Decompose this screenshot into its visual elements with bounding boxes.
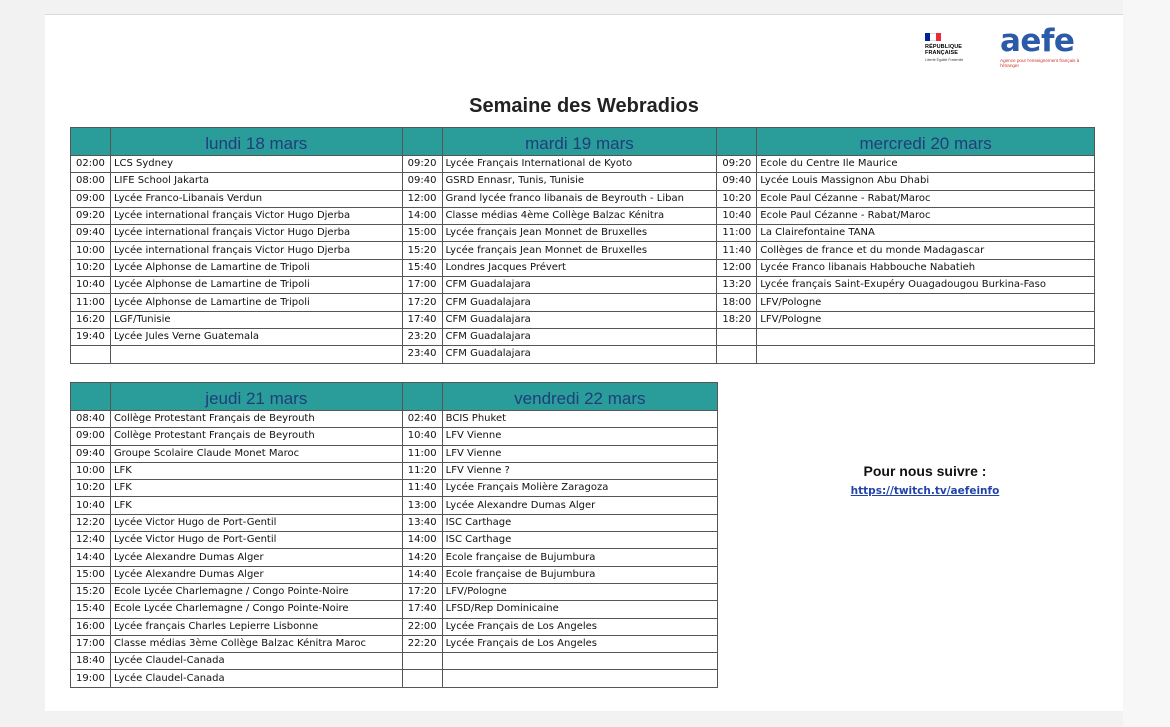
table-row [71, 445, 718, 462]
school-cell: Lycée Victor Hugo de Port-Gentil [110, 514, 402, 531]
document-page [45, 14, 1123, 711]
table-row [71, 532, 718, 549]
table-row [71, 242, 1095, 259]
school-cell: Ecole Paul Cézanne - Rabat/Maroc [757, 207, 1095, 224]
time-cell: 18:40 [71, 653, 111, 670]
time-header-cell [402, 383, 442, 411]
school-cell: LGF/Tunisie [110, 311, 402, 328]
aefe-logo-subtitle: Agence pour l'enseignement français à l'étranger [1000, 58, 1080, 69]
school-cell: Lycée Alphonse de Lamartine de Tripoli [110, 277, 402, 294]
table-row [71, 566, 718, 583]
school-cell: Ecole française de Bujumbura [442, 549, 717, 566]
time-cell: 16:00 [71, 618, 111, 635]
time-cell: 10:20 [717, 190, 757, 207]
school-cell: CFM Guadalajara [442, 346, 717, 363]
time-cell: 15:20 [71, 583, 111, 600]
time-cell: 12:00 [717, 259, 757, 276]
time-cell: 09:20 [71, 207, 111, 224]
time-cell: 22:00 [402, 618, 442, 635]
school-cell: Collège Protestant Français de Beyrouth [110, 428, 402, 445]
day-header-friday: vendredi 22 mars [442, 383, 717, 411]
day-header-tuesday: mardi 19 mars [442, 128, 717, 156]
time-cell: 09:00 [71, 190, 111, 207]
table-row [71, 428, 718, 445]
time-cell: 15:00 [71, 566, 111, 583]
school-cell: Lycée Alexandre Dumas Alger [110, 549, 402, 566]
school-cell [442, 653, 717, 670]
school-cell: Collèges de france et du monde Madagascar [757, 242, 1095, 259]
school-cell: Lycée Franco-Libanais Verdun [110, 190, 402, 207]
school-cell: Lycée français Jean Monnet de Bruxelles [442, 225, 717, 242]
time-cell: 14:40 [71, 549, 111, 566]
school-cell: Londres Jacques Prévert [442, 259, 717, 276]
time-cell: 10:00 [71, 242, 111, 259]
time-cell: 15:20 [402, 242, 442, 259]
time-cell: 12:40 [71, 532, 111, 549]
time-cell: 10:40 [71, 497, 111, 514]
school-cell: Lycée Claudel-Canada [110, 653, 402, 670]
aefe-logo [1000, 25, 1090, 95]
school-cell: Groupe Scolaire Claude Monet Maroc [110, 445, 402, 462]
table-row [71, 462, 718, 479]
school-cell: GSRD Ennasr, Tunis, Tunisie [442, 173, 717, 190]
time-cell: 11:40 [402, 480, 442, 497]
school-cell: LIFE School Jakarta [110, 173, 402, 190]
school-cell: Classe médias 3ème Collège Balzac Kénitra Maroc [110, 635, 402, 652]
table-row [71, 311, 1095, 328]
school-cell: Lycée Claudel-Canada [110, 670, 402, 687]
side-margin [1123, 0, 1170, 727]
time-cell: 23:20 [402, 328, 442, 345]
time-cell: 10:20 [71, 259, 111, 276]
time-header-cell [71, 128, 111, 156]
school-cell [110, 346, 402, 363]
school-cell: LFV/Pologne [757, 294, 1095, 311]
table-header-row [71, 383, 718, 411]
time-cell: 14:00 [402, 532, 442, 549]
table-row [71, 190, 1095, 207]
school-cell: Lycée Alexandre Dumas Alger [442, 497, 717, 514]
day-header-thursday: jeudi 21 mars [110, 383, 402, 411]
table-row [71, 411, 718, 428]
school-cell [757, 328, 1095, 345]
time-cell: 09:40 [402, 173, 442, 190]
school-cell: Ecole Paul Cézanne - Rabat/Maroc [757, 190, 1095, 207]
school-cell: LFV/Pologne [442, 583, 717, 600]
table-header-row [71, 128, 1095, 156]
time-cell: 17:20 [402, 583, 442, 600]
time-cell [402, 670, 442, 687]
table-row [71, 601, 718, 618]
school-cell: CFM Guadalajara [442, 328, 717, 345]
time-cell: 18:00 [717, 294, 757, 311]
school-cell: Lycée Alexandre Dumas Alger [110, 566, 402, 583]
page-title: Semaine des Webradios [469, 95, 699, 117]
table-row [71, 583, 718, 600]
table-row [71, 670, 718, 687]
time-cell: 18:20 [717, 311, 757, 328]
time-cell: 14:40 [402, 566, 442, 583]
time-cell: 15:40 [71, 601, 111, 618]
school-cell: Grand lycée franco libanais de Beyrouth - Liban [442, 190, 717, 207]
table-row [71, 277, 1095, 294]
time-cell: 14:00 [402, 207, 442, 224]
school-cell: Lycée Franco libanais Habbouche Nabatieh [757, 259, 1095, 276]
time-cell: 16:20 [71, 311, 111, 328]
table-row [71, 618, 718, 635]
time-cell: 17:40 [402, 311, 442, 328]
school-cell: Lycée international français Victor Hugo Djerba [110, 225, 402, 242]
table-row [71, 514, 718, 531]
time-cell: 11:00 [717, 225, 757, 242]
follow-us-block [825, 463, 1025, 497]
school-cell: La Clairefontaine TANA [757, 225, 1095, 242]
school-cell: Ecole du Centre Ile Maurice [757, 156, 1095, 173]
school-cell: LFV/Pologne [757, 311, 1095, 328]
table-row [71, 653, 718, 670]
table-row [71, 346, 1095, 363]
school-cell: Lycée Louis Massignon Abu Dhabi [757, 173, 1095, 190]
time-cell [71, 346, 111, 363]
time-cell: 17:20 [402, 294, 442, 311]
time-cell: 10:00 [71, 462, 111, 479]
day-header-wednesday: mercredi 20 mars [757, 128, 1095, 156]
school-cell: Ecole Lycée Charlemagne / Congo Pointe-Noire [110, 583, 402, 600]
school-cell: Lycée Français de Los Angeles [442, 635, 717, 652]
time-header-cell [402, 128, 442, 156]
table-row [71, 497, 718, 514]
time-cell: 09:40 [71, 445, 111, 462]
school-cell: Lycée Alphonse de Lamartine de Tripoli [110, 259, 402, 276]
table-row [71, 549, 718, 566]
table-row [71, 480, 718, 497]
school-cell: LFK [110, 480, 402, 497]
time-cell: 11:40 [717, 242, 757, 259]
time-cell [717, 346, 757, 363]
school-cell: Lycée français Charles Lepierre Lisbonne [110, 618, 402, 635]
school-cell: Lycée Français de Los Angeles [442, 618, 717, 635]
table-row [71, 207, 1095, 224]
school-cell: Lycée international français Victor Hugo Djerba [110, 242, 402, 259]
school-cell: BCIS Phuket [442, 411, 717, 428]
school-cell [757, 346, 1095, 363]
follow-us-title: Pour nous suivre : [863, 463, 987, 479]
school-cell: Lycée français Saint-Exupéry Ouagadougou Burkina-Faso [757, 277, 1095, 294]
time-cell: 13:00 [402, 497, 442, 514]
school-cell [442, 670, 717, 687]
school-cell: LFSD/Rep Dominicaine [442, 601, 717, 618]
school-cell: LFK [110, 497, 402, 514]
time-cell: 12:20 [71, 514, 111, 531]
school-cell: CFM Guadalajara [442, 294, 717, 311]
table-row [71, 328, 1095, 345]
french-flag-icon [925, 33, 941, 41]
time-cell: 02:00 [71, 156, 111, 173]
school-cell: CFM Guadalajara [442, 311, 717, 328]
time-header-cell [71, 383, 111, 411]
time-cell: 13:20 [717, 277, 757, 294]
school-cell: Lycée français Jean Monnet de Bruxelles [442, 242, 717, 259]
time-cell: 23:40 [402, 346, 442, 363]
school-cell: ISC Carthage [442, 514, 717, 531]
school-cell: CFM Guadalajara [442, 277, 717, 294]
school-cell: LFV Vienne [442, 445, 717, 462]
time-cell: 19:40 [71, 328, 111, 345]
time-cell: 09:20 [717, 156, 757, 173]
schedule-table-week-end [70, 382, 718, 688]
table-row [71, 225, 1095, 242]
school-cell: Lycée Français Molière Zaragoza [442, 480, 717, 497]
table-row [71, 173, 1095, 190]
time-header-cell [717, 128, 757, 156]
time-cell: 11:00 [71, 294, 111, 311]
table-row [71, 259, 1095, 276]
time-cell: 11:00 [402, 445, 442, 462]
school-cell: Classe médias 4ème Collège Balzac Kénitra [442, 207, 717, 224]
time-cell: 13:40 [402, 514, 442, 531]
school-cell: Lycée Victor Hugo de Port-Gentil [110, 532, 402, 549]
rf-logo-text: RÉPUBLIQUE FRANÇAISE [925, 44, 963, 56]
time-cell: 09:00 [71, 428, 111, 445]
time-cell: 14:20 [402, 549, 442, 566]
time-cell: 02:40 [402, 411, 442, 428]
time-cell: 22:20 [402, 635, 442, 652]
school-cell: ISC Carthage [442, 532, 717, 549]
rf-logo-motto: Liberté Égalité Fraternité [925, 58, 964, 62]
school-cell: Lycée Français International de Kyoto [442, 156, 717, 173]
aefe-logo-word: aefe [1000, 23, 1075, 59]
school-cell: Ecole française de Bujumbura [442, 566, 717, 583]
time-cell: 11:20 [402, 462, 442, 479]
school-cell: LFV Vienne ? [442, 462, 717, 479]
time-cell: 09:20 [402, 156, 442, 173]
school-cell: Lycée international français Victor Hugo Djerba [110, 207, 402, 224]
time-cell: 09:40 [71, 225, 111, 242]
school-cell: Collège Protestant Français de Beyrouth [110, 411, 402, 428]
school-cell: Ecole Lycée Charlemagne / Congo Pointe-Noire [110, 601, 402, 618]
time-cell: 10:20 [71, 480, 111, 497]
table-row [71, 156, 1095, 173]
twitch-link[interactable]: https://twitch.tv/aefeinfo [850, 485, 1000, 497]
time-cell [402, 653, 442, 670]
time-cell: 09:40 [717, 173, 757, 190]
schedule-table-week-start [70, 127, 1095, 364]
time-cell: 08:00 [71, 173, 111, 190]
school-cell: Lycée Alphonse de Lamartine de Tripoli [110, 294, 402, 311]
time-cell: 12:00 [402, 190, 442, 207]
school-cell: Lycée Jules Verne Guatemala [110, 328, 402, 345]
time-cell: 15:40 [402, 259, 442, 276]
time-cell: 10:40 [402, 428, 442, 445]
time-cell: 17:40 [402, 601, 442, 618]
time-cell: 08:40 [71, 411, 111, 428]
table-row [71, 294, 1095, 311]
time-cell: 19:00 [71, 670, 111, 687]
school-cell: LFK [110, 462, 402, 479]
time-cell [717, 328, 757, 345]
time-cell: 15:00 [402, 225, 442, 242]
time-cell: 10:40 [717, 207, 757, 224]
time-cell: 17:00 [402, 277, 442, 294]
time-cell: 17:00 [71, 635, 111, 652]
school-cell: LFV Vienne [442, 428, 717, 445]
school-cell: LCS Sydney [110, 156, 402, 173]
table-row [71, 635, 718, 652]
republique-francaise-logo [925, 33, 975, 93]
day-header-monday: lundi 18 mars [110, 128, 402, 156]
time-cell: 10:40 [71, 277, 111, 294]
